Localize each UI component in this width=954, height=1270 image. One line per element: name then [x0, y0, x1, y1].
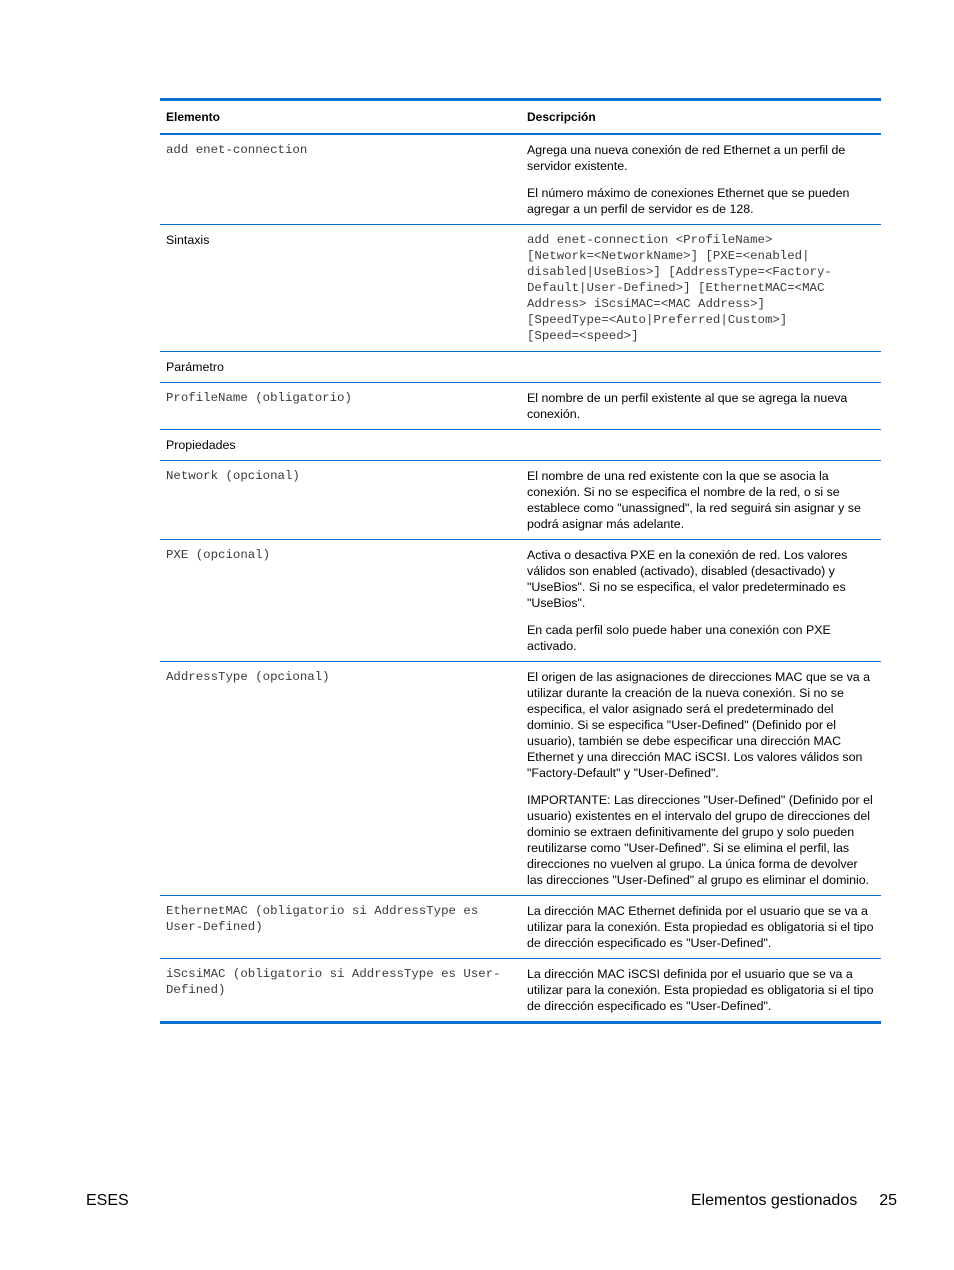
description-paragraph: IMPORTANTE: Las direcciones "User-Defined" (Definido por el usuario) existentes en el intervalo del grupo de direcciones del dominio se extraen definitivamente del grupo y solo pueden reutilizarse como "User-Defined". Si se elimina el perfil, las direcciones no vuelven al grupo. La única forma de devolver las direcciones "User-Defined" al grupo es eliminar el dominio. [527, 793, 873, 887]
description-cell [521, 896, 881, 959]
table-row [160, 352, 881, 383]
footer-page-info [691, 1192, 897, 1210]
element-cell: AddressType (opcional) [166, 670, 330, 684]
footer-section-title: Elementos gestionados [690, 1192, 858, 1209]
description-cell [521, 959, 881, 1023]
header-elemento: Elemento [166, 110, 221, 124]
commands-table [160, 98, 881, 1024]
description-cell [521, 134, 881, 225]
description-cell [521, 383, 881, 430]
description-paragraph: Agrega una nueva conexión de red Ethernet a un perfil de servidor existente. [527, 143, 846, 173]
element-cell: ProfileName (obligatorio) [166, 391, 352, 405]
empty-cell [521, 352, 881, 383]
table-row [160, 662, 881, 896]
description-paragraph: El nombre de una red existente con la que se asocia la conexión. Si no se especifica el nombre de la red, o si se establece como "unassigned", la red seguirá sin asignar y se podrá asignar más adelante. [527, 469, 861, 531]
table-row [160, 225, 881, 352]
table-row [160, 430, 881, 461]
element-cell: iScsiMAC (obligatorio si AddressType es User-Defined) [166, 967, 501, 997]
description-paragraph: El origen de las asignaciones de direcciones MAC que se va a utilizar durante la creación de la nueva conexión. Si no se especifica, el valor asignado será el predeterminado del dominio. Si se especifica "User-Defined" (Definido por el usuario), también se debe especificar una dirección MAC Ethernet y una dirección MAC iSCSI. Los valores válidos son "Factory-Default" y "User-Defined". [527, 670, 871, 780]
table-row [160, 959, 881, 1023]
empty-cell [521, 430, 881, 461]
description-paragraph: Activa o desactiva PXE en la conexión de red. Los valores válidos son enabled (activado), disabled (desactivado) y "UseBios". Si no se especifica, el valor predeterminado es "UseBios". [527, 548, 848, 610]
page-number: 25 [879, 1192, 897, 1209]
element-cell: PXE (opcional) [166, 548, 271, 562]
element-cell: add enet-connection [166, 143, 308, 157]
table-row [160, 540, 881, 662]
section-heading-cell: Propiedades [166, 438, 236, 452]
table-row [160, 461, 881, 540]
footer-language-code: ESES [86, 1192, 129, 1209]
header-descripcion: Descripción [527, 110, 596, 124]
element-cell: EthernetMAC (obligatorio si AddressType es User-Defined) [166, 904, 479, 934]
element-cell: Network (opcional) [166, 469, 300, 483]
description-paragraph: La dirección MAC iSCSI definida por el usuario que se va a utilizar para la conexión. Esta propiedad es obligatoria si el tipo de dirección especificado es "User-Defined". [527, 967, 874, 1013]
syntax-cell: add enet-connection <ProfileName> [Network=<NetworkName>] [PXE=<enabled| disabled|UseBios>] [AddressType=<Factory- Default|User-Defined>] [EthernetMAC=<MAC Address> iScsiMAC=<MAC Address>] [SpeedType=<Auto|Preferred|Custom>] [Speed=<speed>] [527, 233, 832, 343]
table-row [160, 134, 881, 225]
description-paragraph: En cada perfil solo puede haber una conexión con PXE activado. [527, 623, 831, 653]
table-header-row [160, 100, 881, 135]
description-cell [521, 461, 881, 540]
description-paragraph: El número máximo de conexiones Ethernet que se pueden agregar a un perfil de servidor es de 128. [527, 186, 850, 216]
element-cell: Sintaxis [166, 233, 210, 247]
description-cell [521, 540, 881, 662]
table-row [160, 896, 881, 959]
description-paragraph: La dirección MAC Ethernet definida por el usuario que se va a utilizar para la conexión. Esta propiedad es obligatoria si el tipo de dirección especificado es "User-Defined". [527, 904, 874, 950]
table-row [160, 383, 881, 430]
section-heading-cell: Parámetro [166, 360, 224, 374]
description-paragraph: El nombre de un perfil existente al que se agrega la nueva conexión. [527, 391, 848, 421]
description-cell [521, 662, 881, 896]
